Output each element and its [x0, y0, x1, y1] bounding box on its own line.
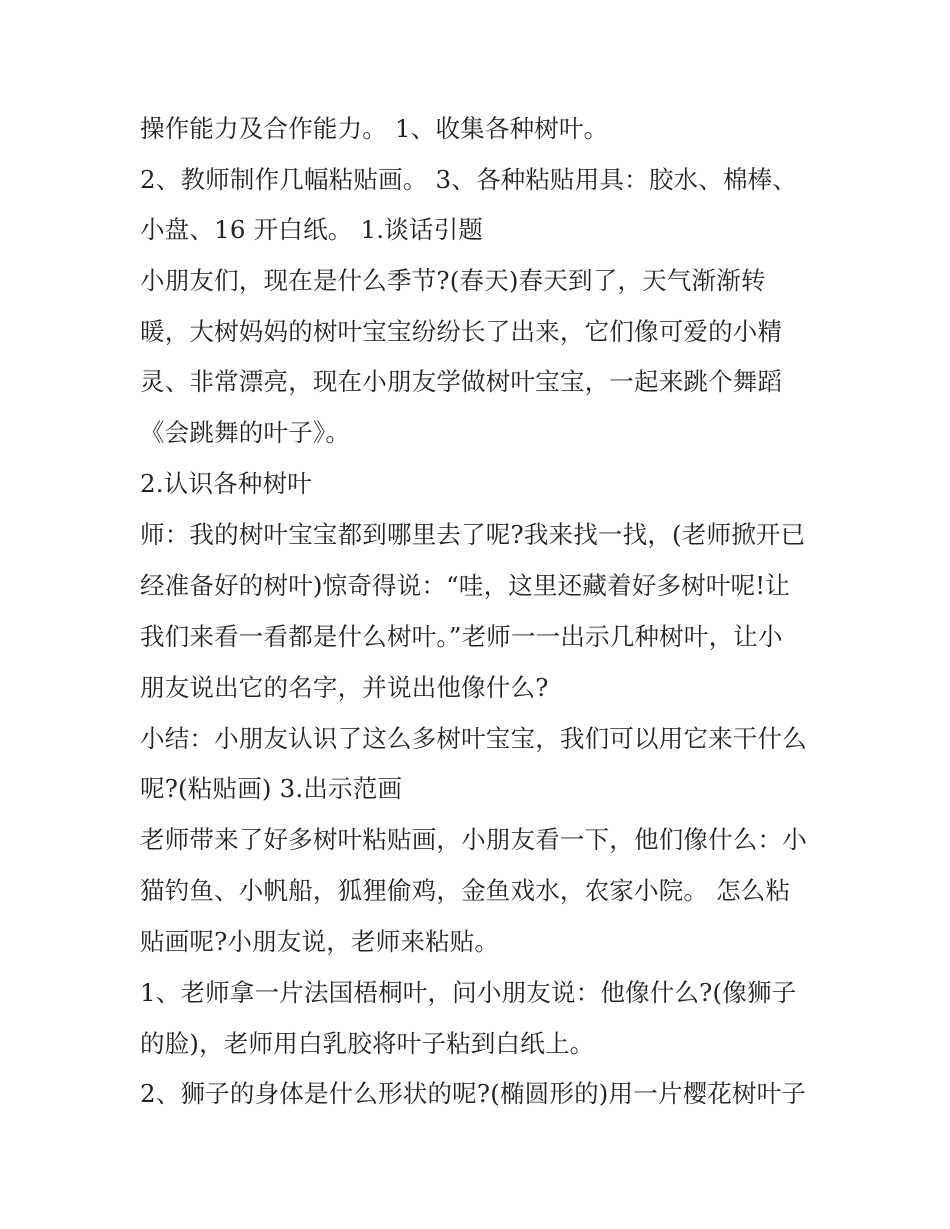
text-line: 操作能力及合作能力。 1、收集各种树叶。 [140, 114, 609, 143]
text-line: 暖，大树妈妈的树叶宝宝纷纷长了出来，它们像可爱的小精 [140, 317, 783, 346]
text-line: 的脸)，老师用白乳胶将叶子粘到白纸上。 [140, 1029, 595, 1058]
section-heading: 2.认识各种树叶 [140, 469, 312, 498]
text-line: 《会跳舞的叶子》。 [140, 418, 351, 447]
text-line: 我们来看一看都是什么树叶。”老师一一出示几种树叶，让小 [140, 622, 783, 651]
text-line: 小朋友们，现在是什么季节?(春天)春天到了，天气渐渐转 [140, 266, 766, 295]
text-line: 老师带来了好多树叶粘贴画，小朋友看一下，他们像什么：小 [140, 825, 807, 854]
text-line: 师：我的树叶宝宝都到哪里去了呢?我来找一找，(老师掀开已 [140, 520, 806, 549]
text-line: 2、狮子的身体是什么形状的呢?(椭圆形的)用一片樱花树叶子 [140, 1079, 807, 1108]
text-line: 1、老师拿一片法国梧桐叶，问小朋友说：他像什么?(像狮子 [140, 978, 797, 1007]
text-line: 猫钓鱼、小帆船，狐狸偷鸡，金鱼戏水，农家小院。 怎么粘 [140, 876, 791, 905]
text-line: 呢?(粘贴画) 3.出示范画 [140, 774, 403, 803]
text-line: 经准备好的树叶)惊奇得说：“哇，这里还藏着好多树叶呢!让 [140, 571, 791, 600]
text-line: 灵、非常漂亮，现在小朋友学做树叶宝宝，一起来跳个舞蹈 [140, 367, 783, 396]
text-line: 小结：小朋友认识了这么多树叶宝宝，我们可以用它来干什么 [140, 724, 807, 753]
text-line: 朋友说出它的名字，并说出他像什么? [140, 673, 549, 702]
text-line: 贴画呢?小朋友说，老师来粘贴。 [140, 927, 500, 956]
text-line: 小盘、16 开白纸。 1.谈话引题 [140, 215, 484, 244]
text-line: 2、教师制作几幅粘贴画。 3、各种粘贴用具：胶水、棉棒、 [140, 165, 798, 194]
